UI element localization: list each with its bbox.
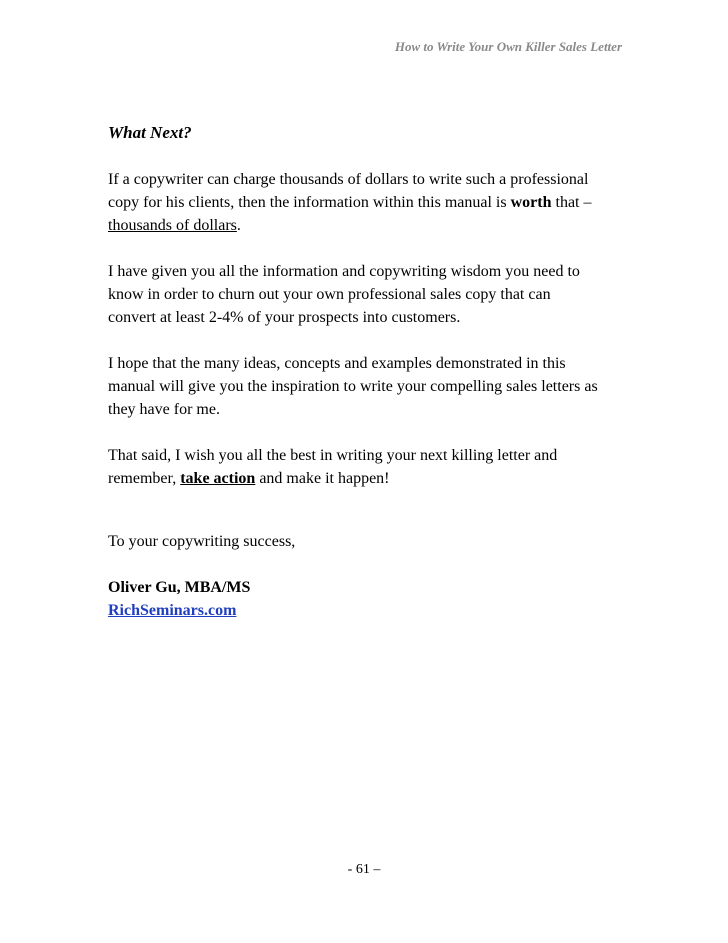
paragraph-intro — [108, 168, 648, 237]
paragraph-inspiration — [108, 352, 648, 421]
text-run: remember, — [108, 470, 181, 487]
paragraph-line: If a copywriter can charge thousands of dollars to write such a professional — [108, 171, 589, 188]
paragraph-line: know in order to churn out your own professional sales copy that can — [108, 286, 551, 303]
paragraph-line: I have given you all the information and copywriting wisdom you need to — [108, 263, 580, 280]
closing-line: To your copywriting success, — [108, 533, 296, 550]
text-run: copy for his clients, then the information within this manual is — [108, 194, 511, 211]
paragraph-line: manual will give you the inspiration to write your compelling sales letters as — [108, 378, 598, 395]
paragraph-wisdom — [108, 260, 648, 329]
section-title: What Next? — [108, 123, 192, 142]
paragraph-take-action — [108, 444, 648, 490]
text-run: that – — [551, 194, 592, 211]
paragraph-line: they have for me. — [108, 401, 220, 418]
text-run: and make it happen! — [255, 470, 390, 487]
website-link[interactable]: RichSeminars.com — [108, 602, 237, 619]
page-number: - 61 – — [347, 862, 381, 877]
text-run: . — [236, 217, 241, 234]
paragraph-line: That said, I wish you all the best in writing your next killing letter and — [108, 447, 558, 464]
emphasis-take-action: take action — [180, 470, 256, 487]
paragraph-line — [108, 467, 648, 490]
paragraph-line — [108, 214, 648, 237]
signature-name: Oliver Gu, MBA/MS — [108, 579, 251, 596]
paragraph-line: convert at least 2-4% of your prospects into customers. — [108, 309, 461, 326]
paragraph-line — [108, 191, 648, 214]
paragraph-line: I hope that the many ideas, concepts and examples demonstrated in this — [108, 355, 566, 372]
page-content — [108, 123, 648, 622]
emphasis-worth: worth — [510, 194, 552, 211]
underlined-phrase: thousands of dollars — [108, 217, 237, 234]
running-header: How to Write Your Own Killer Sales Letter — [394, 39, 622, 54]
